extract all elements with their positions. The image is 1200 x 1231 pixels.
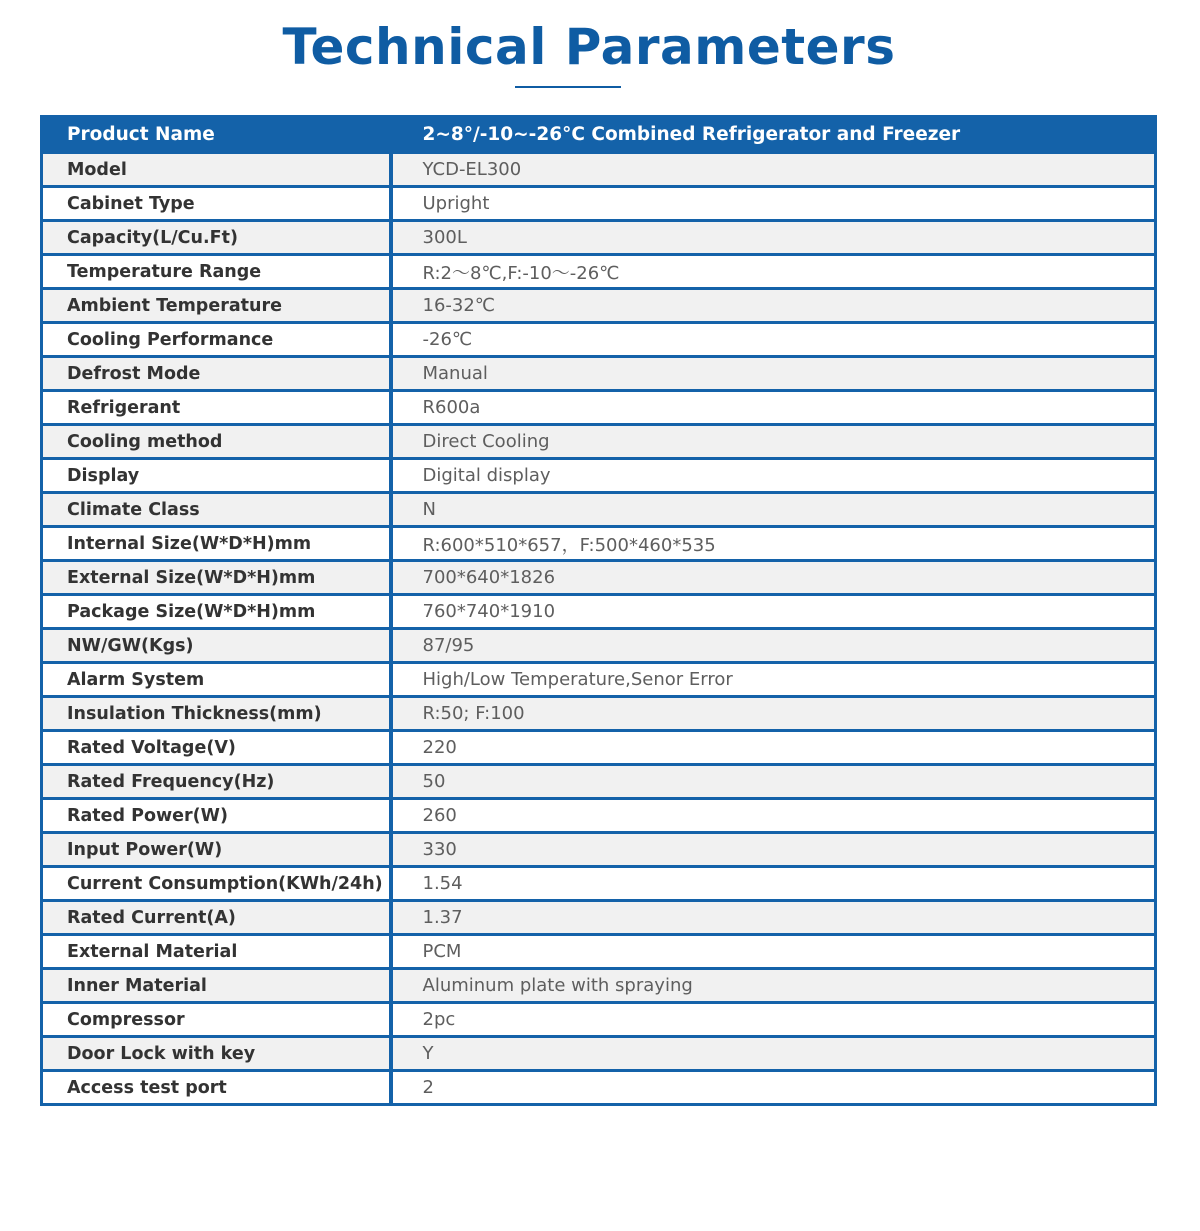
row-label: Model (42, 153, 391, 187)
row-label: Access test port (42, 1071, 391, 1105)
row-value: YCD-EL300 (391, 153, 1156, 187)
row-label: Rated Frequency(Hz) (42, 765, 391, 799)
row-value: PCM (391, 935, 1156, 969)
table-row (42, 833, 1156, 867)
row-label: Refrigerant (42, 391, 391, 425)
table-header-row (42, 117, 1156, 153)
row-label: Cooling method (42, 425, 391, 459)
table-row (42, 527, 1156, 561)
table-row (42, 391, 1156, 425)
table-row (42, 867, 1156, 901)
row-label: Inner Material (42, 969, 391, 1003)
row-value: High/Low Temperature,Senor Error (391, 663, 1156, 697)
row-label: Defrost Mode (42, 357, 391, 391)
row-label: External Size(W*D*H)mm (42, 561, 391, 595)
row-label: Insulation Thickness(mm) (42, 697, 391, 731)
row-label: Ambient Temperature (42, 289, 391, 323)
row-label: Rated Voltage(V) (42, 731, 391, 765)
row-label: Current Consumption(KWh/24h) (42, 867, 391, 901)
spec-table-body (42, 117, 1156, 1105)
row-value: 1.37 (391, 901, 1156, 935)
row-value: 1.54 (391, 867, 1156, 901)
table-row (42, 663, 1156, 697)
row-label: Door Lock with key (42, 1037, 391, 1071)
table-row (42, 731, 1156, 765)
row-value: 330 (391, 833, 1156, 867)
row-value: 760*740*1910 (391, 595, 1156, 629)
row-label: Capacity(L/Cu.Ft) (42, 221, 391, 255)
row-value: N (391, 493, 1156, 527)
row-label: External Material (42, 935, 391, 969)
table-row (42, 255, 1156, 289)
title-underline (515, 86, 621, 88)
table-row (42, 697, 1156, 731)
row-label: Climate Class (42, 493, 391, 527)
row-value: Direct Cooling (391, 425, 1156, 459)
row-value: R600a (391, 391, 1156, 425)
row-label: NW/GW(Kgs) (42, 629, 391, 663)
row-value: Y (391, 1037, 1156, 1071)
row-value: 50 (391, 765, 1156, 799)
row-value: 260 (391, 799, 1156, 833)
table-row (42, 561, 1156, 595)
row-value: 700*640*1826 (391, 561, 1156, 595)
row-label: Compressor (42, 1003, 391, 1037)
table-row (42, 425, 1156, 459)
table-row (42, 493, 1156, 527)
header-label: Product Name (42, 117, 391, 153)
row-label: Display (42, 459, 391, 493)
row-value: 220 (391, 731, 1156, 765)
row-value: Manual (391, 357, 1156, 391)
table-row (42, 765, 1156, 799)
row-value: Upright (391, 187, 1156, 221)
row-value: R:2～8℃,F:-10～-26℃ (391, 255, 1156, 289)
table-row (42, 595, 1156, 629)
spec-table (40, 115, 1157, 1106)
table-row (42, 221, 1156, 255)
table-row (42, 1003, 1156, 1037)
table-row (42, 901, 1156, 935)
row-label: Cabinet Type (42, 187, 391, 221)
row-label: Package Size(W*D*H)mm (42, 595, 391, 629)
table-row (42, 935, 1156, 969)
table-row (42, 289, 1156, 323)
row-label: Cooling Performance (42, 323, 391, 357)
table-row (42, 459, 1156, 493)
table-row (42, 799, 1156, 833)
table-row (42, 1037, 1156, 1071)
row-value: -26℃ (391, 323, 1156, 357)
row-value: 300L (391, 221, 1156, 255)
row-label: Internal Size(W*D*H)mm (42, 527, 391, 561)
table-row (42, 1071, 1156, 1105)
row-value: Digital display (391, 459, 1156, 493)
row-label: Temperature Range (42, 255, 391, 289)
table-row (42, 969, 1156, 1003)
table-row (42, 629, 1156, 663)
header-value: 2~8°/-10~-26°C Combined Refrigerator and Freezer (391, 117, 1156, 153)
row-value: 2 (391, 1071, 1156, 1105)
row-label: Rated Power(W) (42, 799, 391, 833)
table-row (42, 357, 1156, 391)
page-title: Technical Parameters (282, 18, 896, 76)
table-row (42, 153, 1156, 187)
row-label: Rated Current(A) (42, 901, 391, 935)
row-value: 87/95 (391, 629, 1156, 663)
row-value: 16-32℃ (391, 289, 1156, 323)
row-value: 2pc (391, 1003, 1156, 1037)
row-value: R:600*510*657，F:500*460*535 (391, 527, 1156, 561)
table-row (42, 323, 1156, 357)
row-value: R:50; F:100 (391, 697, 1156, 731)
table-row (42, 187, 1156, 221)
row-label: Input Power(W) (42, 833, 391, 867)
row-label: Alarm System (42, 663, 391, 697)
row-value: Aluminum plate with spraying (391, 969, 1156, 1003)
